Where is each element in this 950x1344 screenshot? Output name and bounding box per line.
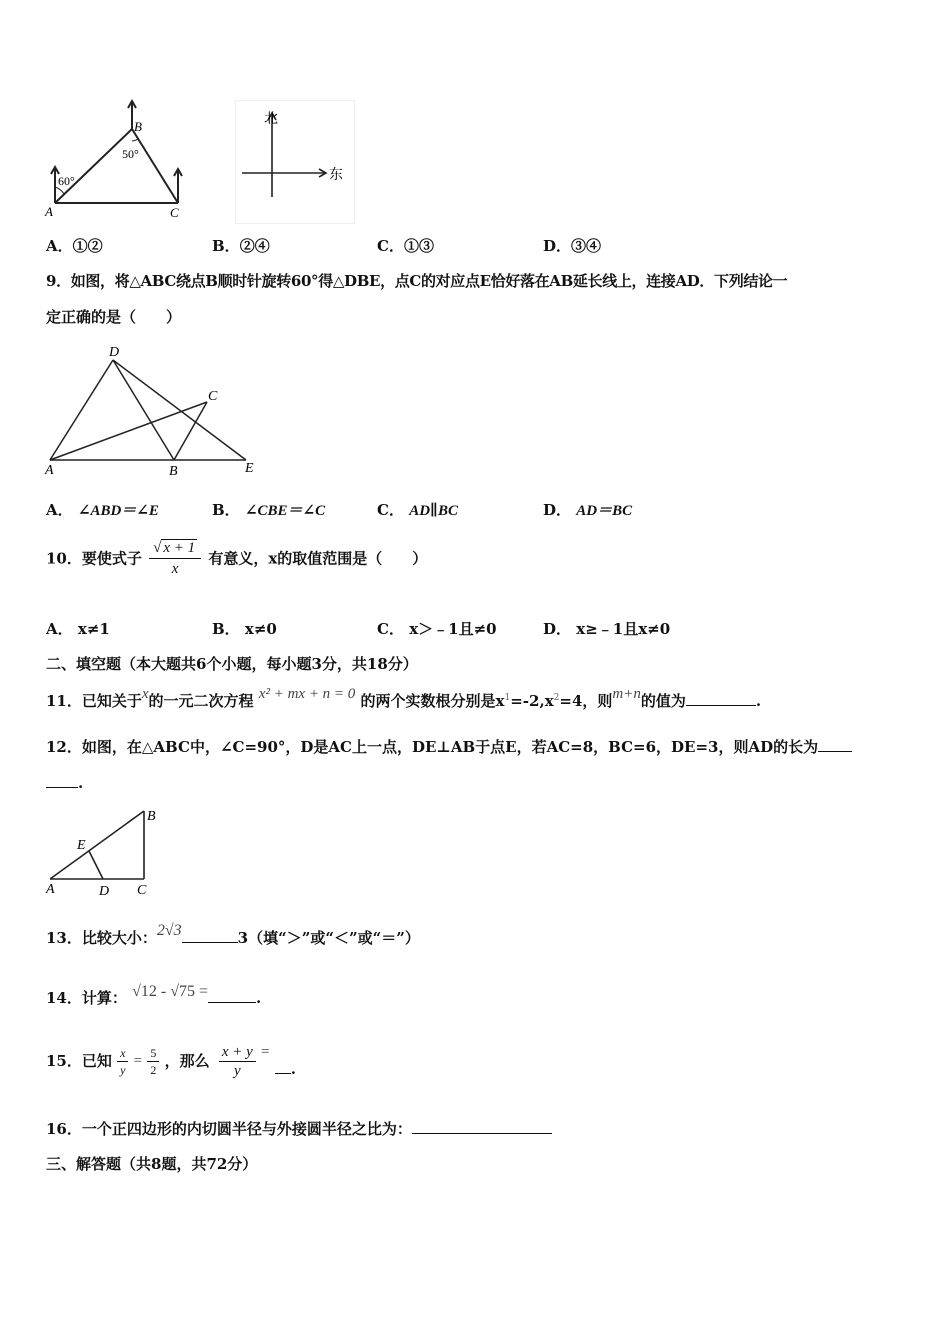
q12-end: . <box>78 774 84 792</box>
q15-end: . <box>290 1060 296 1078</box>
q14-expression: √12 - √75 = <box>132 983 209 1000</box>
option-text: x≥﹣1且x≠0 <box>576 620 671 638</box>
q11-text: 的值为 <box>640 692 686 710</box>
q10-numerator: x + 1 <box>163 540 196 556</box>
q9-question-line-1: 9．如图，将△ABC绕点B顺时针旋转60°得△DBE，点C的对应点E恰好落在AB延长线上，连接AD．下列结论一 <box>46 272 788 290</box>
q14-answer-blank[interactable] <box>208 988 256 1003</box>
q12-answer-blank-1[interactable] <box>818 737 852 752</box>
q8-fig1-label-a: A <box>45 204 53 219</box>
q15-f2-num: 5 <box>147 1045 159 1062</box>
option-text: ③④ <box>571 237 602 255</box>
option-letter: C． <box>377 501 404 519</box>
q15-fraction-2 <box>147 1045 159 1078</box>
q13-expression: 2√3 <box>156 922 182 939</box>
q8-option-a[interactable] <box>46 236 103 256</box>
option-text: ∠ABD＝∠E <box>77 503 159 519</box>
q10-option-c[interactable] <box>377 619 497 639</box>
q8-fig1-label-c: C <box>170 205 179 220</box>
q11-end: . <box>755 692 762 710</box>
q15-eq2: = <box>261 1044 270 1060</box>
option-letter: B． <box>212 620 240 638</box>
q13-text: 13．比较大小： <box>46 929 157 947</box>
q11-text: 的一元二次方程 <box>148 692 254 710</box>
q10-option-d[interactable] <box>543 619 670 639</box>
q11-text: =-2,x <box>510 692 554 710</box>
q9-option-a[interactable] <box>46 500 159 521</box>
q16-question <box>46 1119 552 1139</box>
q9-fig-label-d: D <box>109 345 120 360</box>
option-letter: A． <box>46 501 73 519</box>
q9-option-d[interactable] <box>543 500 632 521</box>
q9-fig-label-c: C <box>208 389 218 404</box>
option-text: AD∥BC <box>409 503 458 519</box>
q10-suffix: 有意义，x的取值范围是（ ） <box>208 549 428 568</box>
q15-text: ，那么 <box>164 1052 210 1070</box>
q13-question <box>46 922 420 949</box>
q10-denominator: x <box>171 561 179 577</box>
q9-fig-label-b: B <box>169 464 178 479</box>
q8-fig2-north: 北 <box>264 112 278 127</box>
q14-end: . <box>256 989 262 1007</box>
q11-text: =4，则 <box>559 692 613 710</box>
q12-fig-label-d: D <box>99 884 110 899</box>
option-text: AD＝BC <box>576 503 633 519</box>
q12-text: 12．如图，在△ABC中，∠C=90°，D是AC上一点，DE⊥AB于点E，若AC=8，BC=6，DE=3，则AD的长为 <box>46 738 819 756</box>
option-letter: C． <box>377 620 404 638</box>
q8-figure-1 <box>40 95 200 225</box>
option-text: x≠1 <box>77 620 110 638</box>
option-letter: A． <box>46 237 73 255</box>
q11-sub: 1 <box>504 693 511 703</box>
q9-fig-label-a: A <box>45 463 54 478</box>
q9-question-line-2: 定正确的是（ ） <box>46 308 182 326</box>
q11-answer-blank[interactable] <box>686 691 756 706</box>
section-2-heading: 二、填空题（本大题共6个小题，每小题3分，共18分） <box>46 655 418 673</box>
option-text: ①③ <box>403 237 434 255</box>
q8-fig1-angle-a: 60° <box>58 174 75 188</box>
q8-option-b[interactable] <box>212 236 270 256</box>
option-letter: C． <box>377 237 404 255</box>
q8-fig2-east: 东 <box>329 168 343 183</box>
q11-var-x: x <box>141 686 149 702</box>
q12-fig-label-b: B <box>147 809 156 824</box>
q12-fig-label-c: C <box>137 883 147 898</box>
q14-question <box>46 983 262 1009</box>
q12-fig-label-a: A <box>46 882 55 897</box>
q15-answer-blank[interactable] <box>275 1059 291 1074</box>
option-text: ②④ <box>239 237 270 255</box>
option-text: x＞﹣1且≠0 <box>409 620 497 638</box>
q12-fig-label-e: E <box>77 838 86 853</box>
q9-option-c[interactable] <box>377 500 458 521</box>
q11-sub: 2 <box>553 693 560 703</box>
q15-fraction-1 <box>117 1045 128 1078</box>
option-letter: D． <box>543 237 572 255</box>
q8-figure-2 <box>235 100 355 224</box>
q13-text: 3（填“＞”或“＜”或“＝”） <box>237 929 420 947</box>
option-text: ①② <box>72 237 103 255</box>
q13-answer-blank[interactable] <box>182 928 238 943</box>
q8-option-d[interactable] <box>543 236 601 256</box>
q11-text: 11．已知关于 <box>46 692 142 710</box>
q8-option-c[interactable] <box>377 236 434 256</box>
option-letter: D． <box>543 501 572 519</box>
option-text: x≠0 <box>244 620 277 638</box>
q15-f1-num: x <box>117 1045 128 1062</box>
section-3-heading: 三、解答题（共8题，共72分） <box>46 1155 258 1173</box>
q12-answer-blank-2[interactable] <box>46 773 78 788</box>
q15-question <box>46 1038 296 1082</box>
q11-expression: m+n <box>612 686 641 702</box>
option-letter: B． <box>212 501 240 519</box>
q12-figure <box>40 803 170 903</box>
q15-f1-den: y <box>120 1062 126 1077</box>
q11-question <box>46 688 761 712</box>
q10-question <box>46 538 427 579</box>
q15-text: 15．已知 <box>46 1052 112 1070</box>
q8-fig1-angle-b: 50° <box>122 147 139 161</box>
q8-fig1-label-b: B <box>134 119 142 134</box>
q12-question-line-2 <box>46 773 83 793</box>
q12-question-line-1 <box>46 737 852 757</box>
q9-figure <box>40 340 262 480</box>
q9-option-b[interactable] <box>212 500 325 521</box>
q16-answer-blank[interactable] <box>412 1119 552 1134</box>
q11-text: 的两个实数根分别是x <box>360 692 505 710</box>
option-letter: B． <box>212 237 240 255</box>
option-text: ∠CBE＝∠C <box>244 503 326 519</box>
option-letter: D． <box>543 620 572 638</box>
q15-eq: = <box>133 1053 143 1069</box>
q15-f3-den: y <box>233 1062 241 1079</box>
q10-option-b[interactable] <box>212 619 277 639</box>
q10-fraction: $\frac{√ x + 1}{x}$ <box>149 538 201 579</box>
q11-equation: x² + mx + n = 0 <box>258 686 356 702</box>
q16-text: 16．一个正四边形的内切圆半径与外接圆半径之比为： <box>46 1120 412 1138</box>
q9-fig-label-e: E <box>245 461 254 476</box>
q10-option-a[interactable] <box>46 619 110 639</box>
q15-f2-den: 2 <box>150 1062 157 1077</box>
q15-fraction-3 <box>219 1043 256 1080</box>
option-letter: A． <box>46 620 73 638</box>
q10-prefix: 10．要使式子 <box>46 549 142 568</box>
q14-text: 14．计算： <box>46 989 127 1007</box>
q15-f3-num: x + y <box>219 1043 256 1062</box>
